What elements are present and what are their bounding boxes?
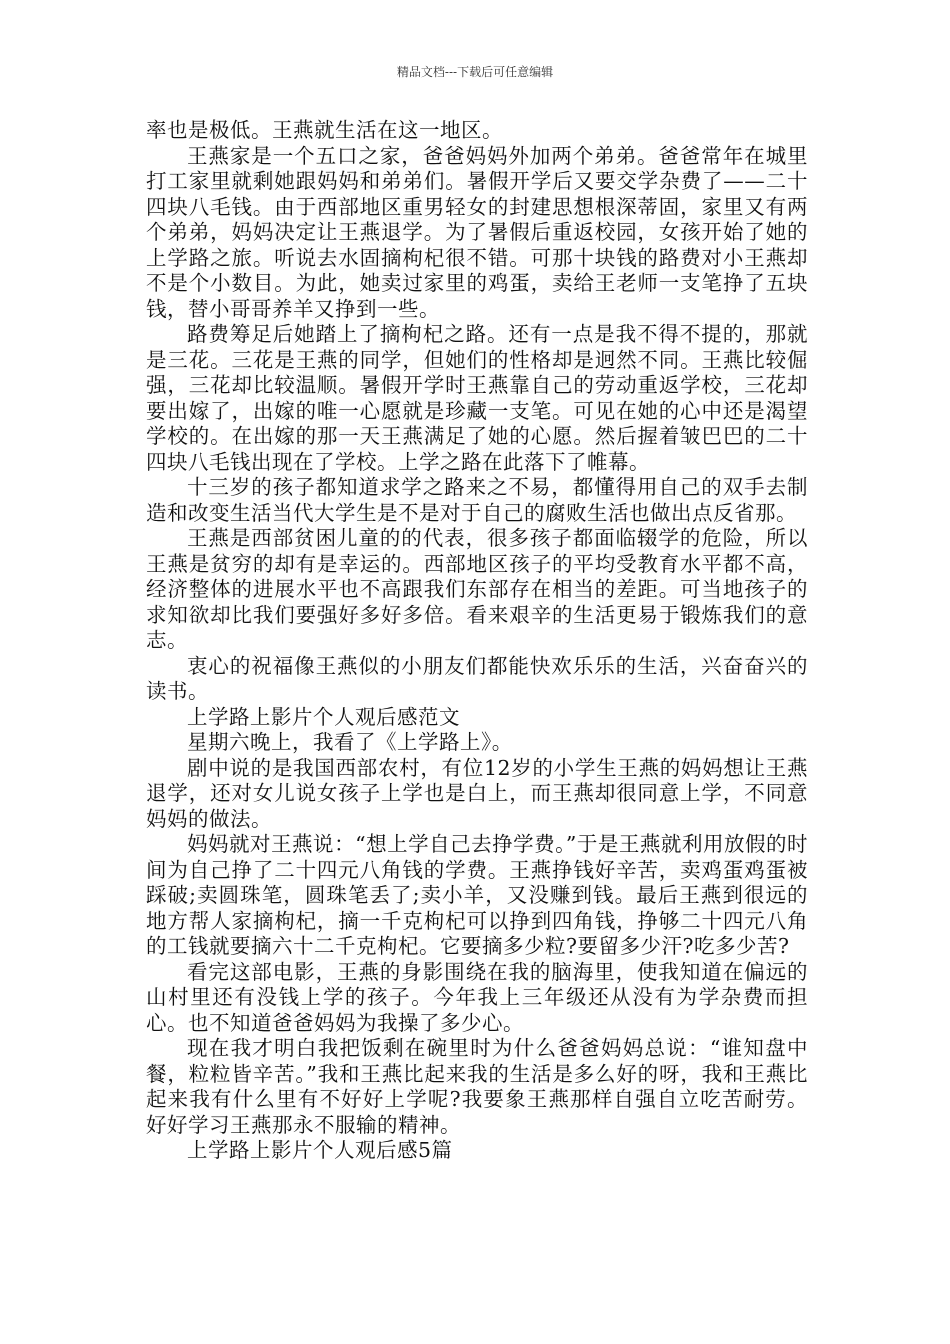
- paragraph-family: 王燕家是一个五口之家，爸爸妈妈外加两个弟弟。爸爸常年在城里打工家里就剩她跟妈妈和弟弟们。暑假开学后又要交学杂费了——二十四块八毛钱。由于西部地区重男轻女的封建思想根深蒂固，家里又有两个弟弟，妈妈决定让王燕退学。为了暑假后重返校园，女孩开始了她的上学路之旅。听说去水固摘枸杞很不错。可那十块钱的路费对小王燕却不是个小数目。为此，她卖过家里的鸡蛋，卖给王老师一支笔挣了五块钱，替小哥哥养羊又挣到一些。: [146, 143, 808, 321]
- paragraph-understanding: 现在我才明白我把饭剩在碗里时为什么爸爸妈妈总说：“谁知盘中餐，粒粒皆辛苦。”我和王燕比起来我的生活是多么好的呀，我和王燕比起来我有什么里有不好好上学呢?我要象王燕那样自强自立吃苦耐劳。好好学习王燕那永不服输的精神。: [146, 1036, 808, 1137]
- paragraph-saturday: 星期六晚上，我看了《上学路上》。: [187, 730, 513, 754]
- paragraph-representative: 王燕是西部贫困儿童的的代表，很多孩子都面临辍学的危险，所以王燕是贫穷的却有是幸运的。西部地区孩子的平均受教育水平都不高，经济整体的进展水平也不高跟我们东部存在相当的差距。可当地孩子的求知欲却比我们要强好多好多倍。看来艰辛的生活更易于锻炼我们的意志。: [146, 526, 808, 652]
- page-header: 精品文档---下载后可任意编辑: [396, 65, 554, 79]
- paragraph-after-movie: 看完这部电影，王燕的身影围绕在我的脑海里，使我知道在偏远的山村里还有没钱上学的孩子。今年我上三年级还从没有为学杂费而担心。也不知道爸爸妈妈为我操了多少心。: [146, 959, 808, 1035]
- section-heading-sample: 上学路上影片个人观后感范文: [187, 704, 460, 729]
- paragraph-reflection: 十三岁的孩子都知道求学之路来之不易，都懂得用自己的双手去制造和改变生活当代大学生是不是对于自己的腐败生活也做出点反省那。: [146, 475, 808, 525]
- paragraph-continuation: 率也是极低。王燕就生活在这一地区。: [146, 118, 503, 142]
- document-body: [146, 118, 808, 1164]
- paragraph-blessing: 衷心的祝福像王燕似的小朋友们都能快欢乐乐的生活，兴奋奋兴的读书。: [146, 653, 808, 703]
- paragraph-journey: 路费筹足后她踏上了摘枸杞之路。还有一点是我不得不提的，那就是三花。三花是王燕的同学，但她们的性格却是迥然不同。王燕比较倔强，三花却比较温顺。暑假开学时王燕靠自己的劳动重返学校，三花却要出嫁了，出嫁的唯一心愿就是珍藏一支笔。可见在她的心中还是渴望学校的。在出嫁的那一天王燕满足了她的心愿。然后握着皱巴巴的二十四块八毛钱出现在了学校。上学之路在此落下了帷幕。: [146, 322, 808, 474]
- paragraph-plot: 剧中说的是我国西部农村，有位12岁的小学生王燕的妈妈想让王燕退学，还对女儿说女孩子上学也是白上，而王燕却很同意上学，不同意妈妈的做法。: [146, 755, 808, 831]
- paragraph-mother: 妈妈就对王燕说：“想上学自己去挣学费。”于是王燕就利用放假的时间为自己挣了二十四元八角钱的学费。王燕挣钱好辛苦，卖鸡蛋鸡蛋被踩破;卖圆珠笔，圆珠笔丢了;卖小羊，又没赚到钱。最后王燕到很远的地方帮人家摘枸杞，摘一千克枸杞可以挣到四角钱，挣够二十四元八角的工钱就要摘六十二千克枸杞。它要摘多少粒?要留多少汗?吃多少苦?: [146, 832, 808, 958]
- section-heading-five: 上学路上影片个人观后感5篇: [187, 1138, 453, 1162]
